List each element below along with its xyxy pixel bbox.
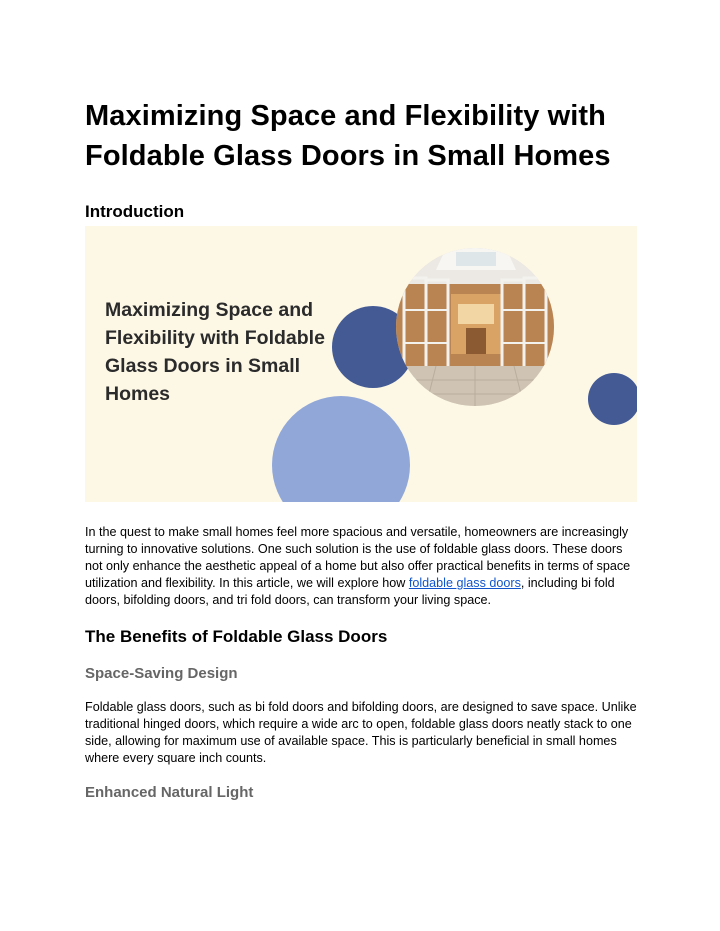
decorative-light-circle [272,396,410,502]
page-title: Maximizing Space and Flexibility with Foldable Glass Doors in Small Homes [85,100,611,172]
benefits-heading: The Benefits of Foldable Glass Doors [85,627,388,646]
introduction-paragraph [85,524,637,609]
foldable-glass-doors-link[interactable]: foldable glass doors [408,576,521,591]
space-saving-heading: Space-Saving Design [85,665,238,682]
featured-banner-image [85,226,637,502]
intro-text-before-link: In the quest to make small homes feel more spacious and versatile, homeowners are increasingly turning to innovative solutions. One such solution is the use of foldable glass doors. These doors not only enhance the aesthetic appeal of a home but also offer practical benefits in terms of space utilization and flexibility. In this article, we will explore how [85,525,631,591]
decorative-dark-circle-right [588,373,637,425]
intro-text-after-link: , including bi fold doors, bifolding doors, and tri fold doors, can transform your living space. [85,576,615,608]
foldable-doors-photo [396,248,554,406]
natural-light-heading: Enhanced Natural Light [85,784,254,801]
banner-title-text: Maximizing Space and Flexibility with Foldable Glass Doors in Small Homes [105,299,325,405]
introduction-heading: Introduction [85,202,185,221]
space-saving-paragraph: Foldable glass doors, such as bi fold doors and bifolding doors, are designed to save space. Unlike traditional hinged doors, which require a wide arc to open, foldable glass doors neatly stack to one side, allowing for maximum use of available space. This is particularly beneficial in small homes where every square inch counts. [85,700,637,766]
